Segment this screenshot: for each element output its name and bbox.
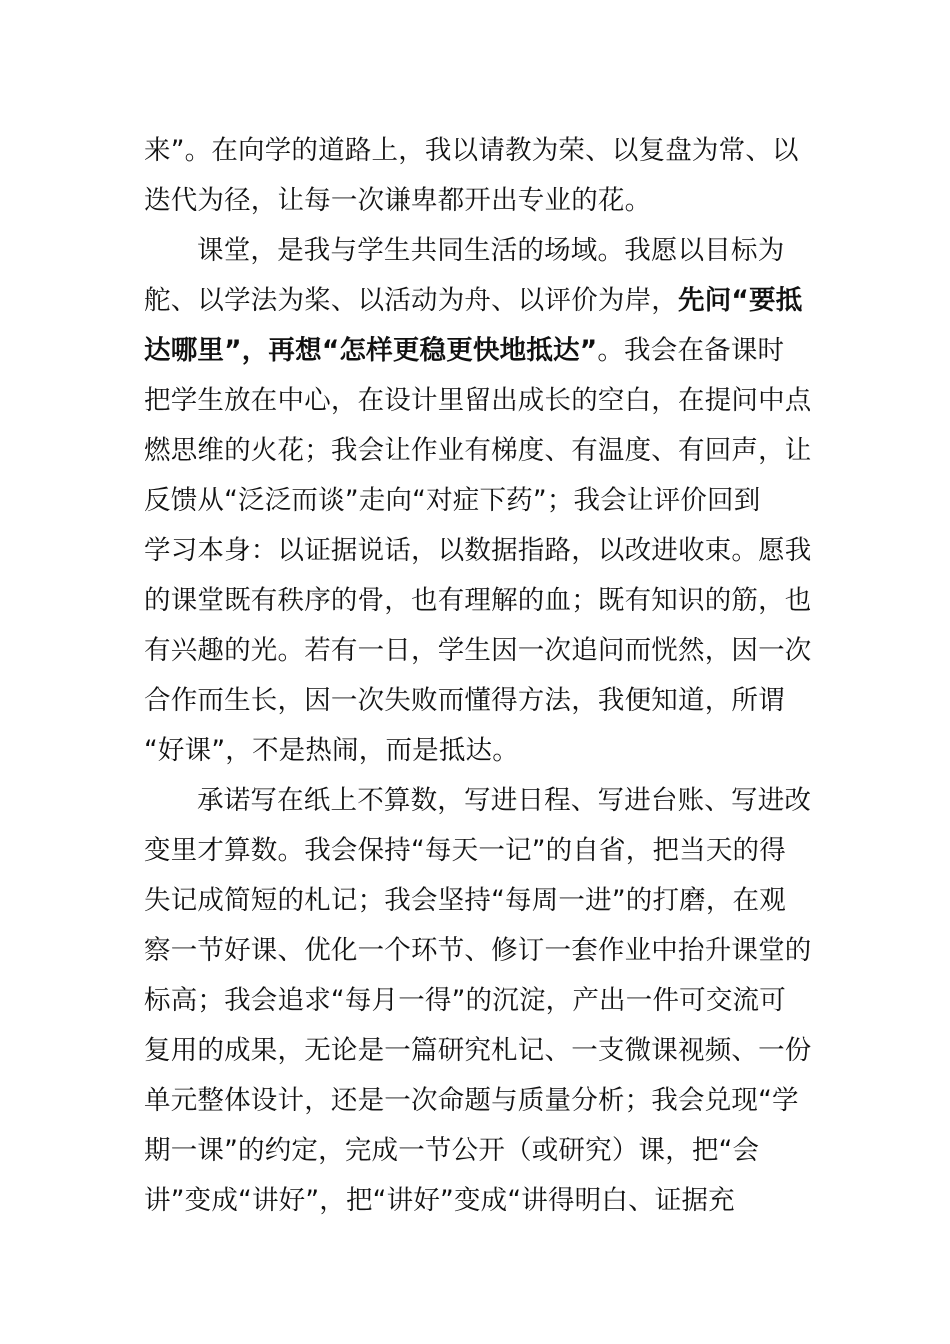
text-segment: 合作而生长，因一次失败而懂得方法，我便知道，所谓 (144, 685, 785, 716)
text-line (144, 126, 810, 176)
text-line (144, 826, 810, 876)
text-line (144, 426, 810, 476)
text-line (144, 876, 810, 926)
text-segment: “好课”，不是热闹，而是抵达。 (144, 735, 519, 766)
text-segment: 舵、以学法为桨、以活动为舟、以评价为岸， (144, 285, 678, 316)
text-segment: 标高；我会追求“每月一得”的沉淀，产出一件可交流可 (144, 985, 786, 1016)
text-line (144, 576, 810, 626)
text-segment: 学习本身：以证据说话，以数据指路，以改进收束。愿我 (144, 535, 812, 566)
text-segment: 迭代为径，让每一次谦卑都开出专业的花。 (144, 185, 652, 216)
text-segment: 把学生放在中心，在设计里留出成长的空白，在提问中点 (144, 385, 812, 416)
text-line (144, 176, 810, 226)
text-line (144, 1076, 810, 1126)
text-segment: 来”。在向学的道路上，我以请教为荣、以复盘为常、以 (144, 135, 799, 166)
text-line (144, 526, 810, 576)
text-segment: 复用的成果，无论是一篇研究札记、一支微课视频、一份 (144, 1035, 812, 1066)
text-segment: 变里才算数。我会保持“每天一记”的自省，把当天的得 (144, 835, 786, 866)
text-line (144, 476, 810, 526)
bold-text-segment: 达哪里”，再想“怎样更稳更快地抵达” (144, 335, 598, 366)
text-line (144, 1026, 810, 1076)
text-segment: 承诺写在纸上不算数，写进日程、写进台账、写进改 (197, 785, 812, 816)
text-line (144, 1176, 810, 1226)
text-line (144, 1126, 810, 1176)
text-line (144, 776, 810, 826)
text-line (144, 626, 810, 676)
text-line (144, 226, 810, 276)
text-segment: 。我会在备课时 (597, 335, 785, 366)
text-line (144, 926, 810, 976)
text-segment: 讲”变成“讲好”，把“讲好”变成“讲得明白、证据充 (144, 1185, 735, 1216)
text-segment: 失记成简短的札记；我会坚持“每周一进”的打磨，在观 (144, 885, 786, 916)
text-line (144, 726, 810, 776)
bold-text-segment: 先问“要抵 (678, 285, 803, 316)
text-segment: 燃思维的火花；我会让作业有梯度、有温度、有回声，让 (144, 435, 812, 466)
text-segment: 察一节好课、优化一个环节、修订一套作业中抬升课堂的 (144, 935, 812, 966)
text-segment: 反馈从“泛泛而谈”走向“对症下药”；我会让评价回到 (144, 485, 761, 516)
text-segment: 课堂，是我与学生共同生活的场域。我愿以目标为 (197, 235, 785, 266)
text-line (144, 976, 810, 1026)
text-segment: 的课堂既有秩序的骨，也有理解的血；既有知识的筋，也 (144, 585, 812, 616)
text-segment: 单元整体设计，还是一次命题与质量分析；我会兑现“学 (144, 1085, 799, 1116)
body-text (144, 126, 810, 1226)
text-line (144, 676, 810, 726)
text-line (144, 326, 810, 376)
text-line (144, 276, 810, 326)
text-line (144, 376, 810, 426)
text-segment: 期一课”的约定，完成一节公开（或研究）课，把“会 (144, 1135, 760, 1166)
text-segment: 有兴趣的光。若有一日，学生因一次追问而恍然，因一次 (144, 635, 812, 666)
